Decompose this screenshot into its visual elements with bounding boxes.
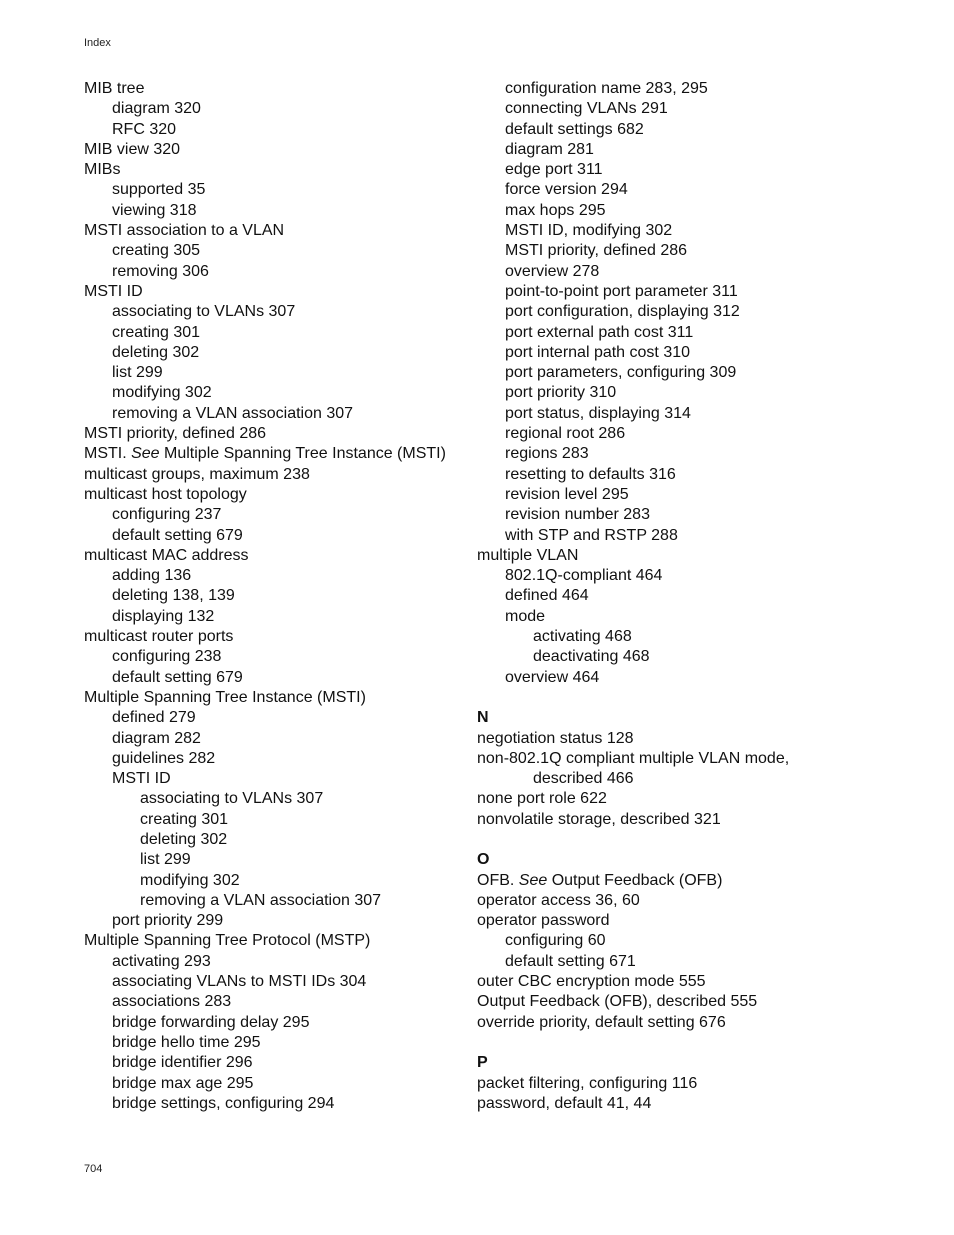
index-entry: 802.1Q-compliant 464	[505, 567, 663, 585]
index-entry: multicast MAC address	[84, 546, 249, 564]
index-entry: port internal path cost 310	[505, 343, 691, 361]
page-number: 704	[84, 1163, 103, 1175]
index-section-letter: P	[477, 1054, 488, 1072]
index-entry: edge port 311	[505, 161, 603, 179]
index-entry: outer CBC encryption mode 555	[477, 973, 706, 991]
index-entry: defined 464	[505, 587, 589, 605]
index-entry: operator access 36, 60	[477, 891, 640, 909]
index-entry: activating 468	[533, 628, 632, 646]
index-entry: creating 301	[112, 323, 201, 341]
index-entry: default setting 679	[112, 526, 243, 544]
index-entry: removing 306	[112, 262, 209, 280]
index-entry: default settings 682	[505, 120, 644, 138]
index-entry: deleting 302	[112, 343, 200, 361]
index-entry: guidelines 282	[112, 749, 216, 767]
index-entry: regional root 286	[505, 425, 626, 443]
index-entry: MSTI association to a VLAN	[84, 222, 285, 240]
index-entry: port status, displaying 314	[505, 404, 691, 422]
section-gap	[477, 1033, 897, 1053]
index-entry: RFC 320	[112, 120, 177, 138]
index-entry: modifying 302	[140, 871, 240, 889]
index-entry: port configuration, displaying 312	[505, 303, 740, 321]
index-entry: creating 305	[112, 242, 201, 260]
index-entry: adding 136	[112, 567, 192, 585]
index-section-letter: O	[477, 851, 490, 869]
index-entry: associating to VLANs 307	[112, 303, 296, 321]
running-header: Index	[84, 37, 111, 49]
index-entry: MSTI priority, defined 286	[84, 425, 267, 443]
index-entry: force version 294	[505, 181, 628, 199]
index-entry: activating 293	[112, 952, 211, 970]
section-gap	[477, 688, 897, 708]
index-entry: OFB. See Output Feedback (OFB)	[477, 871, 723, 889]
index-entry: multicast router ports	[84, 628, 234, 646]
index-entry: described 466	[533, 770, 634, 788]
index-entry: multicast groups, maximum 238	[84, 465, 310, 483]
index-entry: deactivating 468	[533, 648, 650, 666]
index-entry: list 299	[112, 364, 163, 382]
index-entry: list 299	[140, 851, 191, 869]
index-entry: Output Feedback (OFB), described 555	[477, 993, 758, 1011]
index-entry: default setting 679	[112, 668, 243, 686]
index-entry: regions 283	[505, 445, 589, 463]
index-entry: modifying 302	[112, 384, 212, 402]
index-entry: configuring 60	[505, 932, 606, 950]
index-entry: bridge hello time 295	[112, 1033, 261, 1051]
index-entry: removing a VLAN association 307	[112, 404, 354, 422]
index-entry: defined 279	[112, 709, 196, 727]
index-entry: default setting 671	[505, 952, 636, 970]
index-column-right	[477, 79, 897, 1114]
index-entry: configuring 238	[112, 648, 222, 666]
index-entry: displaying 132	[112, 607, 215, 625]
index-entry: operator password	[477, 912, 610, 930]
index-entry: non-802.1Q compliant multiple VLAN mode,	[477, 749, 790, 767]
index-entry: point-to-point port parameter 311	[505, 282, 738, 300]
index-entry: port parameters, configuring 309	[505, 364, 737, 382]
index-entry: max hops 295	[505, 201, 606, 219]
index-entry: configuring 237	[112, 506, 222, 524]
index-entry: revision level 295	[505, 485, 629, 503]
index-entry: revision number 283	[505, 506, 650, 524]
index-entry: MIB tree	[84, 80, 145, 97]
index-entry: diagram 282	[112, 729, 201, 747]
index-entry: resetting to defaults 316	[505, 465, 676, 483]
index-entry: with STP and RSTP 288	[505, 526, 678, 544]
index-entry: Multiple Spanning Tree Instance (MSTI)	[84, 688, 366, 706]
index-entry: supported 35	[112, 181, 206, 199]
index-entry: bridge forwarding delay 295	[112, 1013, 310, 1031]
index-entry: nonvolatile storage, described 321	[477, 810, 721, 828]
index-entry: viewing 318	[112, 201, 197, 219]
index-section-letter: N	[477, 709, 489, 727]
index-entry: mode	[505, 607, 546, 625]
index-column-left	[84, 79, 474, 1114]
index-entry: multiple VLAN	[477, 546, 579, 564]
index-entry: port priority 310	[505, 384, 617, 402]
index-entry: deleting 138, 139	[112, 587, 235, 605]
index-entry: MSTI priority, defined 286	[505, 242, 688, 260]
index-entry: override priority, default setting 676	[477, 1013, 726, 1031]
index-entry: diagram 281	[505, 140, 594, 158]
index-entry: diagram 320	[112, 100, 201, 118]
index-entry: overview 464	[505, 668, 600, 686]
index-entry: bridge settings, configuring 294	[112, 1094, 335, 1112]
index-entry: negotiation status 128	[477, 729, 634, 747]
index-entry: MIB view 320	[84, 140, 181, 158]
index-entry: MSTI ID, modifying 302	[505, 222, 673, 240]
index-entry: deleting 302	[140, 830, 228, 848]
section-gap	[477, 830, 897, 850]
index-entry: MIBs	[84, 161, 121, 179]
index-entry: associating VLANs to MSTI IDs 304	[112, 973, 367, 991]
index-entry: none port role 622	[477, 790, 607, 808]
index-entry: associating to VLANs 307	[140, 790, 324, 808]
index-entry: MSTI ID	[84, 282, 143, 300]
index-entry: connecting VLANs 291	[505, 100, 668, 118]
index-entry: packet filtering, configuring 116	[477, 1074, 698, 1092]
index-entry: overview 278	[505, 262, 600, 280]
index-entry: MSTI ID	[112, 770, 171, 788]
index-entry: Multiple Spanning Tree Protocol (MSTP)	[84, 932, 371, 950]
index-entry: multicast host topology	[84, 485, 247, 503]
index-entry: associations 283	[112, 993, 232, 1011]
index-entry: port priority 299	[112, 912, 224, 930]
index-entry: creating 301	[140, 810, 229, 828]
index-entry: configuration name 283, 295	[505, 80, 708, 97]
index-entry: MSTI. See Multiple Spanning Tree Instance (MSTI)	[84, 445, 446, 463]
index-entry: bridge identifier 296	[112, 1054, 253, 1072]
index-entry: port external path cost 311	[505, 323, 694, 341]
index-entry: password, default 41, 44	[477, 1094, 652, 1112]
index-entry: bridge max age 295	[112, 1074, 254, 1092]
index-entry: removing a VLAN association 307	[140, 891, 382, 909]
